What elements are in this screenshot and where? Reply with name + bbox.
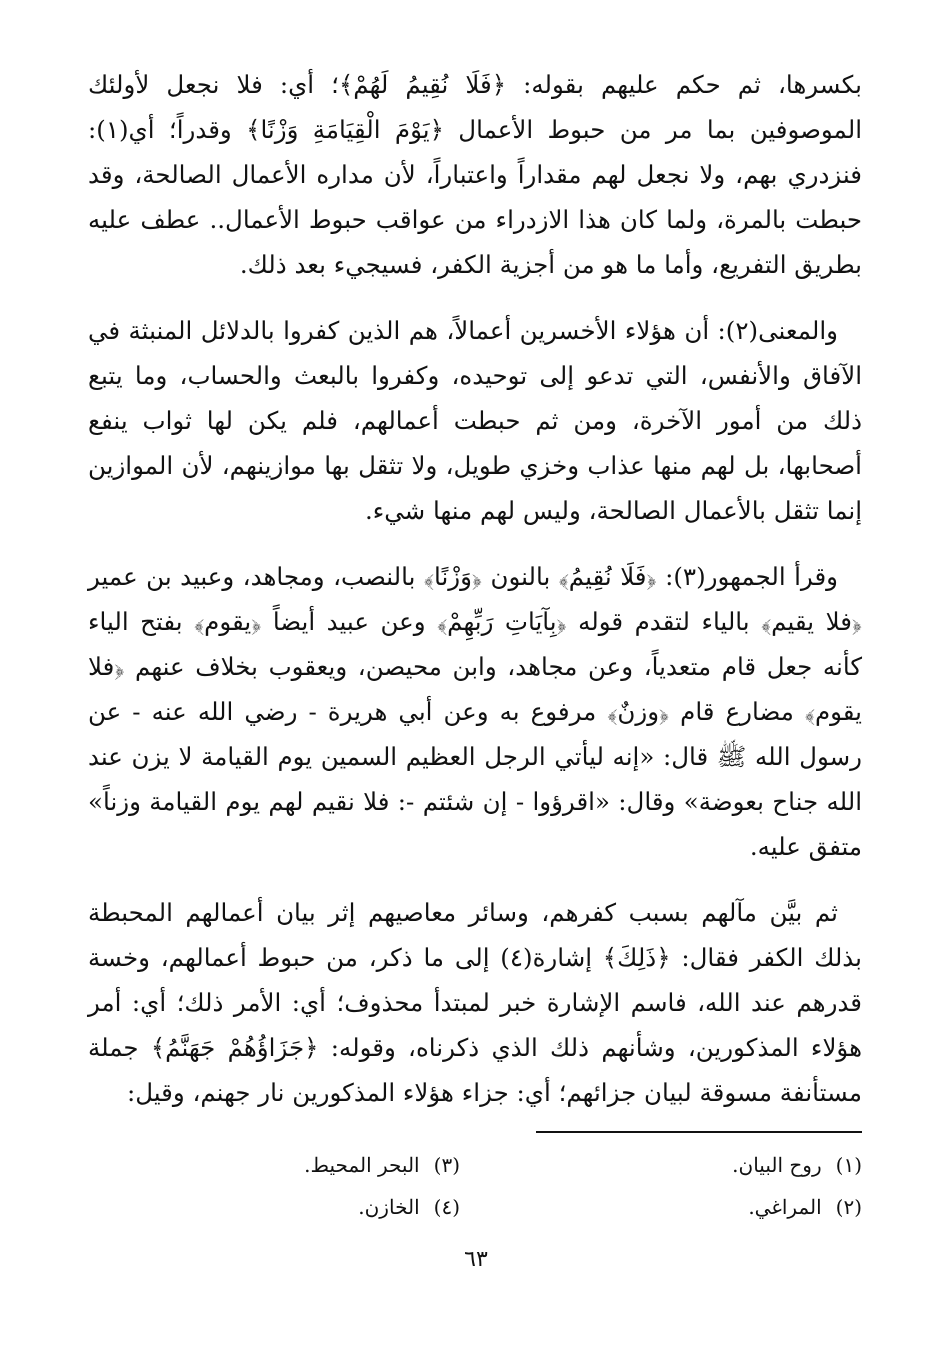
paragraph-2: والمعنى(٢): أن هؤلاء الأخسرين أعمالاً، هم الذين كفروا بالدلائل المنبثة في الآفاق والأنفس، التي تدعو إلى توحيده، وكفروا بالبعث والحساب، وما يتبع ذلك من أمور الآخرة، ومن ثم حبطت أعمالهم، فلم يكن لها ثواب ينفع أصحابها، بل لهم منها عذاب وخزي طويل، ولا تثقل بها موازينهم، لأن الموازين إنما تثقل بالأعمال الصالحة، وليس لهم منها شيء. [88, 316, 862, 525]
footnote-text: البحر المحيط. [304, 1153, 420, 1177]
main-text [88, 62, 862, 1115]
page-number: ٦٣ [464, 1247, 488, 1272]
footnote-text: الخازن. [358, 1195, 420, 1219]
paragraph-1: بكسرها، ثم حكم عليهم بقوله: ﴿فَلَا نُقِيمُ لَهُمْ﴾؛ أي: فلا نجعل لأولئك الموصوفين بما مر من حبوط الأعمال ﴿يَوْمَ الْقِيَامَةِ وَزْنًا﴾ وقدراً؛ أي(١): فنزدري بهم، ولا نجعل لهم مقداراً واعتباراً، لأن مداره الأعمال الصالحة، وقد حبطت بالمرة، ولما كان هذا الازدراء من عواقب حبوط الأعمال.. عطف عليه بطريق التفريع، وأما ما هو من أجزية الكفر، فسيجيء بعد ذلك. [88, 70, 862, 279]
footnote-text: روح البيان. [732, 1153, 822, 1177]
footnote-number: (٣) [433, 1153, 460, 1177]
footnote-2 [748, 1194, 862, 1220]
footnote-3 [304, 1152, 460, 1178]
footnote-number: (١) [835, 1153, 862, 1177]
footnote-number: (٤) [433, 1195, 460, 1219]
footnote-4 [358, 1194, 460, 1220]
footnote-separator [536, 1131, 862, 1133]
paragraph-4: ثم بيَّن مآلهم بسبب كفرهم، وسائر معاصيهم إثر بيان أعمالهم المحبطة بذلك الكفر فقال: ﴿ذَلِكَ﴾ إشارة(٤) إلى ما ذكر، من حبوط أعمالهم، وخسة قدرهم عند الله، فاسم الإشارة خبر لمبتدأ محذوف؛ أي: الأمر ذلك؛ أي: أمر هؤلاء المذكورين، وشأنهم ذلك الذي ذكرناه، وقوله: ﴿جَزَاؤُهُمْ جَهَنَّمُ﴾ جملة مستأنفة مسوقة لبيان جزائهم؛ أي: جزاء هؤلاء المذكورين نار جهنم، وقيل: [88, 898, 862, 1107]
paragraph-3: وقرأ الجمهور(٣): ﴿فَلَا نُقِيمُ﴾ بالنون ﴿وَزْنًا﴾ بالنصب، ومجاهد، وعبيد بن عمير ﴿فلا يقيم﴾ بالياء لتقدم قوله ﴿بِآيَاتِ رَبِّهِمْ﴾ وعن عبيد أيضاً ﴿يقوم﴾ بفتح الياء كأنه جعل قام متعدياً، وعن مجاهد، وابن محيصن، ويعقوب بخلاف عنهم ﴿فلا يقوم﴾ مضارع قام ﴿وزنٌ﴾ مرفوع به وعن أبي هريرة - رضي الله عنه - عن رسول الله ﷺ قال: «إنه ليأتي الرجل العظيم السمين يوم القيامة لا يزن عند الله جناح بعوضة» وقال: «اقرؤوا - إن شئتم -: فلا نقيم لهم يوم القيامة وزناً» متفق عليه. [88, 562, 862, 861]
footnote-text: المراغي. [748, 1195, 822, 1219]
footnote-number: (٢) [835, 1195, 862, 1219]
footnote-1 [732, 1152, 862, 1178]
